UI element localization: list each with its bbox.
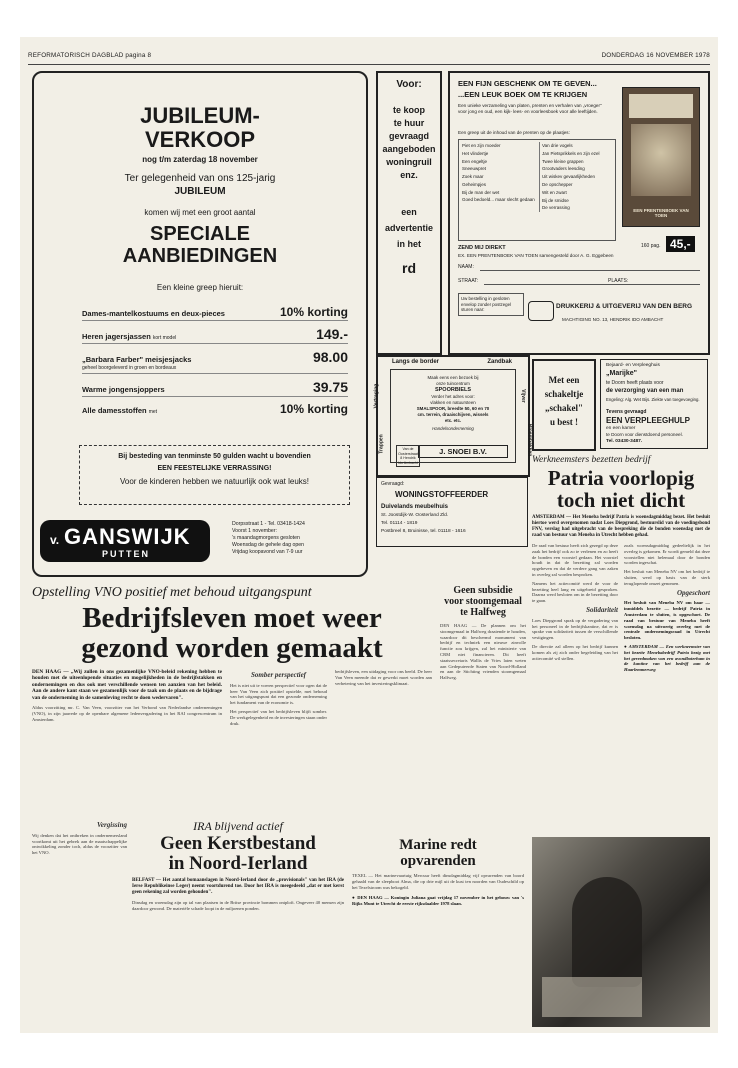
jubileum-comes: komen wij met een groot aantal — [144, 208, 256, 217]
offer-line-3: Voor de kinderen hebben we natuurlijk ook wat leuks! — [119, 477, 309, 486]
jubileum-title-2: VERKOOP — [144, 127, 256, 152]
voor-title: Voor: — [396, 79, 422, 90]
topic: Geheimpjes — [462, 181, 487, 187]
woning-title: WONINGSTOFFEERDER — [395, 490, 489, 499]
header-rule — [28, 64, 710, 65]
patria-lead: AMSTERDAM — Het Meneba bedrijf Patria is woensdagmiddag bezet. Het besluit hiertoe werd overgenomen nadat Loes Diepgrond, bestuurslid van de voedingsbond FNV, verslag had uitgebracht van de bespreking die de bonden woensdag met de raad van bestuur van Meneba in Utrecht hebben gehad. — [532, 515, 710, 538]
schakel-line: „schakel" — [545, 403, 583, 413]
ad-jubileum — [32, 71, 368, 577]
vno-paragraph: Het is niet uit te voeren perspectief voor ogen dat de heer Van Veen zich positief opstelde, met behoud van het uitgangspunt dat een gezonde onderneming het fundament van de economie is. — [230, 682, 327, 706]
header-left: REFORMATORISCH DAGBLAD pagina 8 — [28, 52, 152, 59]
logo-prefix: v. — [50, 533, 60, 547]
price-row — [82, 305, 348, 321]
book-intro: Een unieke verzameling van platen, prenten en verhalen van „vroeger" voor jong en oud, een kijk- lees- en voorleesboek voor alle leeftijden. — [458, 103, 602, 114]
voor-line: te huur — [393, 118, 425, 128]
jubileum-special-2: AANBIEDINGEN — [122, 245, 278, 267]
name-label: NAAM: — [458, 264, 474, 270]
patria-paragraph: De raad van bestuur heeft zich gezegd op deze zaak het bedrijf ook zo te verlenen en zo heeft de bonden een voorstel gedaan. Het voorstel houdt in dat de bezetting zal worden opgeheven en dat de verdere gang van zaken in overleg zal worden besproken. — [532, 543, 618, 577]
schakel-line: schakeltje — [544, 389, 584, 399]
book-title-1: EEN FIJN GESCHENK OM TE GEVEN... — [458, 79, 597, 88]
topic: Goed bedoeld... maar slecht gedaan — [462, 196, 535, 202]
topic: Sneeuwpret — [462, 166, 487, 172]
marine-title-2: opvarenden — [400, 853, 476, 869]
logo-name: GANSWIJK — [64, 524, 191, 549]
item-note: kort model — [152, 335, 177, 341]
snoei-side-left-2: Trappen — [378, 434, 385, 454]
voor-cta: een — [401, 207, 417, 217]
surprise-box — [79, 445, 350, 505]
snoei-tail: Handelsonderneming — [432, 425, 474, 431]
jubileum-occasion-1: Ter gelegenheid van ons 125-jarig — [124, 173, 276, 184]
marijke-line-4: Tevens gevraagd — [606, 409, 647, 415]
vno-paragraph: Het perspectief van het bedrijfsleven blijft somber. De werkgelegenheid en de investeringen staan onder druk. — [230, 708, 327, 726]
marine-royal: ● DEN HAAG — Koningin Juliana gaat vrijdag 17 november in het gebouw van 's Rijks Munt te Utrecht de eerste rijksdaalder 1978 slaan. — [352, 895, 524, 907]
vno-column-left — [32, 819, 127, 859]
ira-title-1: Geen Kerstbestand — [160, 833, 316, 854]
item-price: 39.75 — [312, 379, 348, 395]
patria-subhead: Opgeschort — [676, 588, 710, 597]
voor-line: woningruil — [386, 157, 432, 167]
halfweg-title-3: te Halfweg — [460, 607, 506, 618]
newspaper-page — [20, 37, 718, 1033]
topic: Twee kleine grappen — [542, 158, 584, 164]
book-pages: 160 pag. — [641, 243, 661, 249]
snoei-top-left: Langs de border — [392, 359, 440, 365]
schakel-line: u best ! — [549, 417, 578, 427]
halfweg-title-2: voor stoomgemaal — [444, 596, 522, 607]
patria-paragraph: Het besluit van Meneba NV om het bedrijf te sluiten, werd op basis van de sterk teruglopende omzet genomen. — [624, 569, 710, 586]
header-right: DONDERDAG 16 NOVEMBER 1978 — [601, 52, 710, 59]
item-price: 98.00 — [312, 349, 348, 365]
marine-title-1: Marine redt — [399, 837, 477, 853]
snoei-line: Verder het adres voor: — [431, 393, 475, 399]
topic: Bij de man der wet — [462, 189, 500, 195]
patria-kicker: Werkneemsters bezetten bedrijf — [532, 455, 651, 465]
price-row — [82, 326, 348, 344]
snoei-top-right: Zandbak — [487, 359, 512, 365]
snoei-side-right-2: Bloembakken — [526, 423, 533, 457]
page-header — [28, 52, 710, 64]
snoei-side-right: Vijver — [520, 389, 527, 403]
woning-label: Gevraagd: — [381, 481, 405, 487]
woning-addr-2: Tel. 01114 - 1819 — [381, 521, 418, 526]
ad-voor — [376, 71, 442, 355]
publisher-logo — [528, 301, 554, 321]
patria-subhead: Solidariteit — [586, 605, 618, 614]
order-note: Uw bestelling in gesloten envelop zonder postzegel sturen naar: — [458, 293, 524, 316]
topic: Wit en zwart — [542, 189, 567, 195]
name-line — [480, 270, 700, 271]
marijke-line-5: en een kamer — [606, 426, 636, 431]
topic: De verrassing — [542, 205, 570, 211]
topic: Grootvaders leesding — [542, 166, 585, 172]
book-price: 45,- — [666, 236, 695, 252]
street-label: STRAAT: — [458, 278, 479, 284]
vno-kicker: Opstelling VNO positief met behoud uitgangspunt — [32, 585, 312, 600]
publisher-name: DRUKKERIJ & UITGEVERIJ VAN DEN BERG — [556, 303, 693, 310]
vno-paragraph: Aldus voorzitting mr. C. Van Veen, voorzitter van het Verbond van Nederlandse ondernemingen (VNO), in zijn jaarrede op de openbare algemene ledenvergadering in het RAI congrescentrum in Amsterdam. — [32, 705, 223, 722]
woning-company: Duivelands meubelhuis — [381, 504, 449, 510]
article-marine — [352, 837, 524, 1027]
snoei-line: vlakken en natuursteen — [430, 399, 476, 405]
article-halfweg — [440, 585, 526, 815]
voor-line: te koop — [392, 105, 425, 115]
item-name: Warme jongensjoppers — [82, 385, 165, 394]
woning-addr-3: Postbreel 8, Bruinisse, tel. 01118 - 1616 — [381, 529, 466, 534]
jubileum-special-1: SPECIALE — [149, 223, 251, 245]
marijke-name: „Marijke" — [606, 370, 637, 377]
item-name: Heren jagersjassen — [82, 332, 151, 341]
price-row — [82, 379, 348, 397]
ira-body: Dinsdag en woensdag zijn op tal van plaatsen in de Britse provincie bommen ontploft. Ongeveer 40 mensen zijn daardoor gewond. De materiële schade loopt in de miljoenen ponden. — [132, 900, 344, 911]
topic: Het vlindertje — [462, 150, 489, 156]
article-vno — [32, 585, 432, 810]
ad-marijke — [600, 359, 708, 449]
patria-paragraph: zoals woensdagmiddag gedeeltelijk in het overleg is gekomen. Er wordt gemeld dat deze voorstellen niet helemaal door de bonden worden ingeschat. — [624, 543, 710, 566]
topics-table — [458, 139, 616, 241]
vno-paragraph: bedrijfsleven, een uitdaging voor ons beeld. De heer Van Veen meende dat er gewerkt moet worden aan verbetering van het investeringsklimaat. — [335, 669, 432, 686]
street-line — [484, 284, 700, 285]
halfweg-body: DEN HAAG — De plannen om het stoomgemaal in Halfweg draaiende te houden, waardoor dit beschermd monument van bedrijf en techniek een nieuwe zinvolle functie zou krijgen, zal het ministerie van CRM niet financieren. Dit heeft staatssecretaris Wallis de Vries laten weten aan Gedeputeerde Staten van Noord-Holland en aan de Stichting vrienden stoomgemaal Halfweg. — [440, 623, 526, 681]
marijke-tel: Tel. 03430-3487. — [606, 439, 643, 444]
vno-title-2: gezond worden gemaakt — [81, 632, 383, 664]
voor-cta: rd — [402, 260, 416, 276]
voor-cta: advertentie — [384, 223, 434, 233]
item-note: met — [148, 409, 158, 415]
ad-woning — [376, 477, 528, 547]
ad-book — [448, 71, 710, 355]
snoei-line: Maak eens een bezoek bij — [427, 375, 479, 380]
order-line: EX. EEN PRENTENBOEK VAN TOEN samengesteld door A. G. Eggebeen — [458, 253, 614, 258]
topic: Bij de smidse — [542, 197, 569, 203]
vno-paragraph: Wij denken dat het ontbreken in ondernemersland voortkomt uit het gebrek aan de maatschappelijke ontwikkeling zonder toch, aldus de voorzitter van het VNO. — [32, 832, 127, 856]
topic: Zoek maar — [462, 174, 484, 180]
item-name: Dames-mantelkostuums en deux-pieces — [82, 309, 225, 318]
vno-title-1: Bedrijfsleven moet weer — [82, 602, 382, 634]
snoei-line: SMALSPOOR, breedte 50, 60 en 70 — [416, 406, 490, 412]
woning-addr-1: St. Joostdijk-W. Oosterland Zld. — [381, 513, 449, 518]
snoei-line: SPOORBIELS — [434, 387, 472, 394]
topic: Jan Pietsprikkels en zijn ezel — [542, 150, 600, 156]
voor-cta: in het — [397, 239, 421, 249]
marijke-head: Bejaard- en Verpleeghuis — [606, 363, 660, 368]
ad-snoei — [373, 355, 533, 477]
marijke-line-2: de verzorging van een man — [606, 388, 684, 394]
jubileum-occasion-2: JUBILEUM — [174, 186, 226, 197]
order-title: ZEND MIJ DIREKT — [458, 245, 506, 251]
voor-line: enz. — [400, 170, 418, 180]
item-price: 10% korting — [279, 402, 348, 416]
marine-body: TEXEL — Het marinevaartuig Mercuur heeft dinsdagmiddag vijf opvarenden van boord gehaald van de sleepboot Alma, die op drie mijl uit de kust ten noorden van Oudeschild op het Texelstroom was bekogeld. — [352, 873, 524, 890]
price-row — [82, 349, 348, 374]
logo-city: PUTTEN — [102, 549, 150, 559]
ganswijk-logo — [40, 520, 210, 562]
patria-paragraph: Loes Diepgrond sprak op de vergadering van het personeel in de bedrijfskantine, dat er is sprake van solidariteit tussen de verschillende vestigingen. — [532, 617, 618, 641]
marijke-line-1: te Doorn heeft plaats voor — [606, 380, 664, 386]
item-note: geheel boorgeleverd in groen en bordeaux — [82, 365, 177, 371]
voor-line: gevraagd — [388, 131, 430, 141]
snoei-line: cm. terrein, draaischijven, wissels — [417, 412, 489, 418]
offer-line-1: Bij besteding van tenminste 50 gulden wacht u bovendien — [118, 453, 311, 460]
jubileum-grab: Een kleine greep hieruit: — [156, 283, 244, 292]
ira-lead: BELFAST — Het aantal bomaanslagen in Noord-Ierland door de „provisionals" van het IRA (de Ierse Republikeinse Leger) neemt voortdurend toe. Door het IRA is meegedeeld „dat er met kerst geen rekening zal worden gehouden". — [132, 878, 344, 895]
ira-title-2: in Noord-Ierland — [168, 853, 308, 874]
place-label: PLAATS: — [608, 278, 629, 284]
topic: De opschepper — [542, 181, 573, 187]
topic: Van drie vogels — [542, 143, 573, 148]
snoei-side-left: Vertraging — [373, 383, 380, 409]
ganswijk-address: Dorpsstraat 1 - Tel. 03418-1424 Voorst 1 november: 's maandagmorgens gesloten Woensdag de gehele dag open Vrijdag koopavond van 7-9 uur — [232, 521, 305, 555]
patria-photo — [532, 837, 710, 1027]
marijke-title: EEN VERPLEEGHULP — [606, 416, 691, 425]
marijke-line-3: Engeling: Alg. Wet Bijs. Ziekte van toegevoeging. — [606, 397, 700, 402]
book-title-2: ...EEN LEUK BOEK OM TE KRIJGEN — [458, 90, 588, 99]
patria-paragraph: Het besluit van Meneba NV om haar — inmiddels bezette — bedrijf Patria in Amsterdam te sluiten, is opgeschort. De raad van bestuur van Meneba heeft woensdag na uitvoerig overleg met de centrale ondernemingsraad in Utrecht besloten. — [624, 600, 710, 641]
topic: Piet en zijn moeder — [462, 143, 501, 148]
halfweg-title-1: Geen subsidie — [453, 585, 513, 596]
book-cover — [622, 87, 700, 227]
marijke-line-6: te Doorn voor dienstdoend personeel. — [606, 432, 683, 437]
item-price: 149.- — [316, 326, 348, 342]
vno-subhead: Vergissing — [97, 821, 127, 829]
publisher-address: MACHTIGING NO. 13, HENDRIK IDO AMBACHT — [562, 317, 664, 322]
item-name: Alle damesstoffen — [82, 406, 147, 415]
jubileum-title-1: JUBILEUM- — [140, 103, 260, 128]
vno-lead: DEN HAAG — „Wij zullen in ons gezamenlijke VNO-beleid rekening hebben te houden met de uiteenlopende situaties en mogelijkheden in de bedrijfstakken en ondernemingen en dus ook met verschillende wensen ten aanzien van het beleid. Aan de andere kant staan we gezamenlijk voor de taak om de plaats en de bijdrage van de onderneming in de samenleving recht te doen wedervaren". — [32, 669, 223, 701]
jubileum-dates: nog t/m zaterdag 18 november — [142, 155, 258, 164]
patria-paragraph: De directie zal alleen op het bedrijf kunnen komen als zij zich onder begeleiding van het actiecomité wil stellen. — [532, 643, 618, 661]
item-name: „Barbara Farber" meisjesjacks — [82, 355, 192, 364]
voor-line: aangeboden — [382, 144, 436, 154]
patria-paragraph: Namens het actiecomité werd de voor de bezetting heel lang en uitgebreid gesproken. Daarna werd besloten om in de bezetting door te gaan. — [532, 580, 618, 604]
ad-schakel — [532, 359, 596, 451]
price-row — [82, 402, 348, 417]
book-grab: Een greep uit de inhoud van de prenten op de plaatjes: — [458, 130, 570, 135]
snoei-line: onze tuincentrum — [436, 381, 470, 387]
patria-title-1: Patria voorlopig — [547, 466, 695, 490]
topic: Een engeltje — [462, 158, 488, 164]
snoei-sub: Van de Oosterstraat 8 Hendrik Ido Ambacht — [396, 445, 420, 467]
item-price: 10% korting — [279, 305, 348, 319]
price-list — [82, 305, 348, 422]
patria-photo-caption: ● AMSTERDAM — Een werkneemster van het bezette Menebabedrijf Patria bezig met het gereedmaken van een avondboterham in de kantine van het bedrijf aan de Haarlemmerweg — [624, 643, 710, 673]
article-ira — [132, 819, 344, 1029]
schakel-line: Met een — [548, 375, 580, 385]
offer-line-2: EEN FEESTELIJKE VERRASSING! — [157, 465, 272, 472]
vno-subhead: Somber perspectief — [251, 671, 307, 679]
book-cover-title: EEN PRENTENBOEK VAN TOEN — [633, 208, 689, 218]
snoei-line: etc. etc. — [444, 418, 462, 424]
ira-kicker: IRA blijvend actief — [193, 819, 283, 833]
snoei-name: J. SNOEI B.V. — [418, 445, 508, 458]
patria-title-2: toch niet dicht — [556, 488, 686, 512]
topic: Uit wiskev gevaarlijkheden — [542, 174, 596, 180]
